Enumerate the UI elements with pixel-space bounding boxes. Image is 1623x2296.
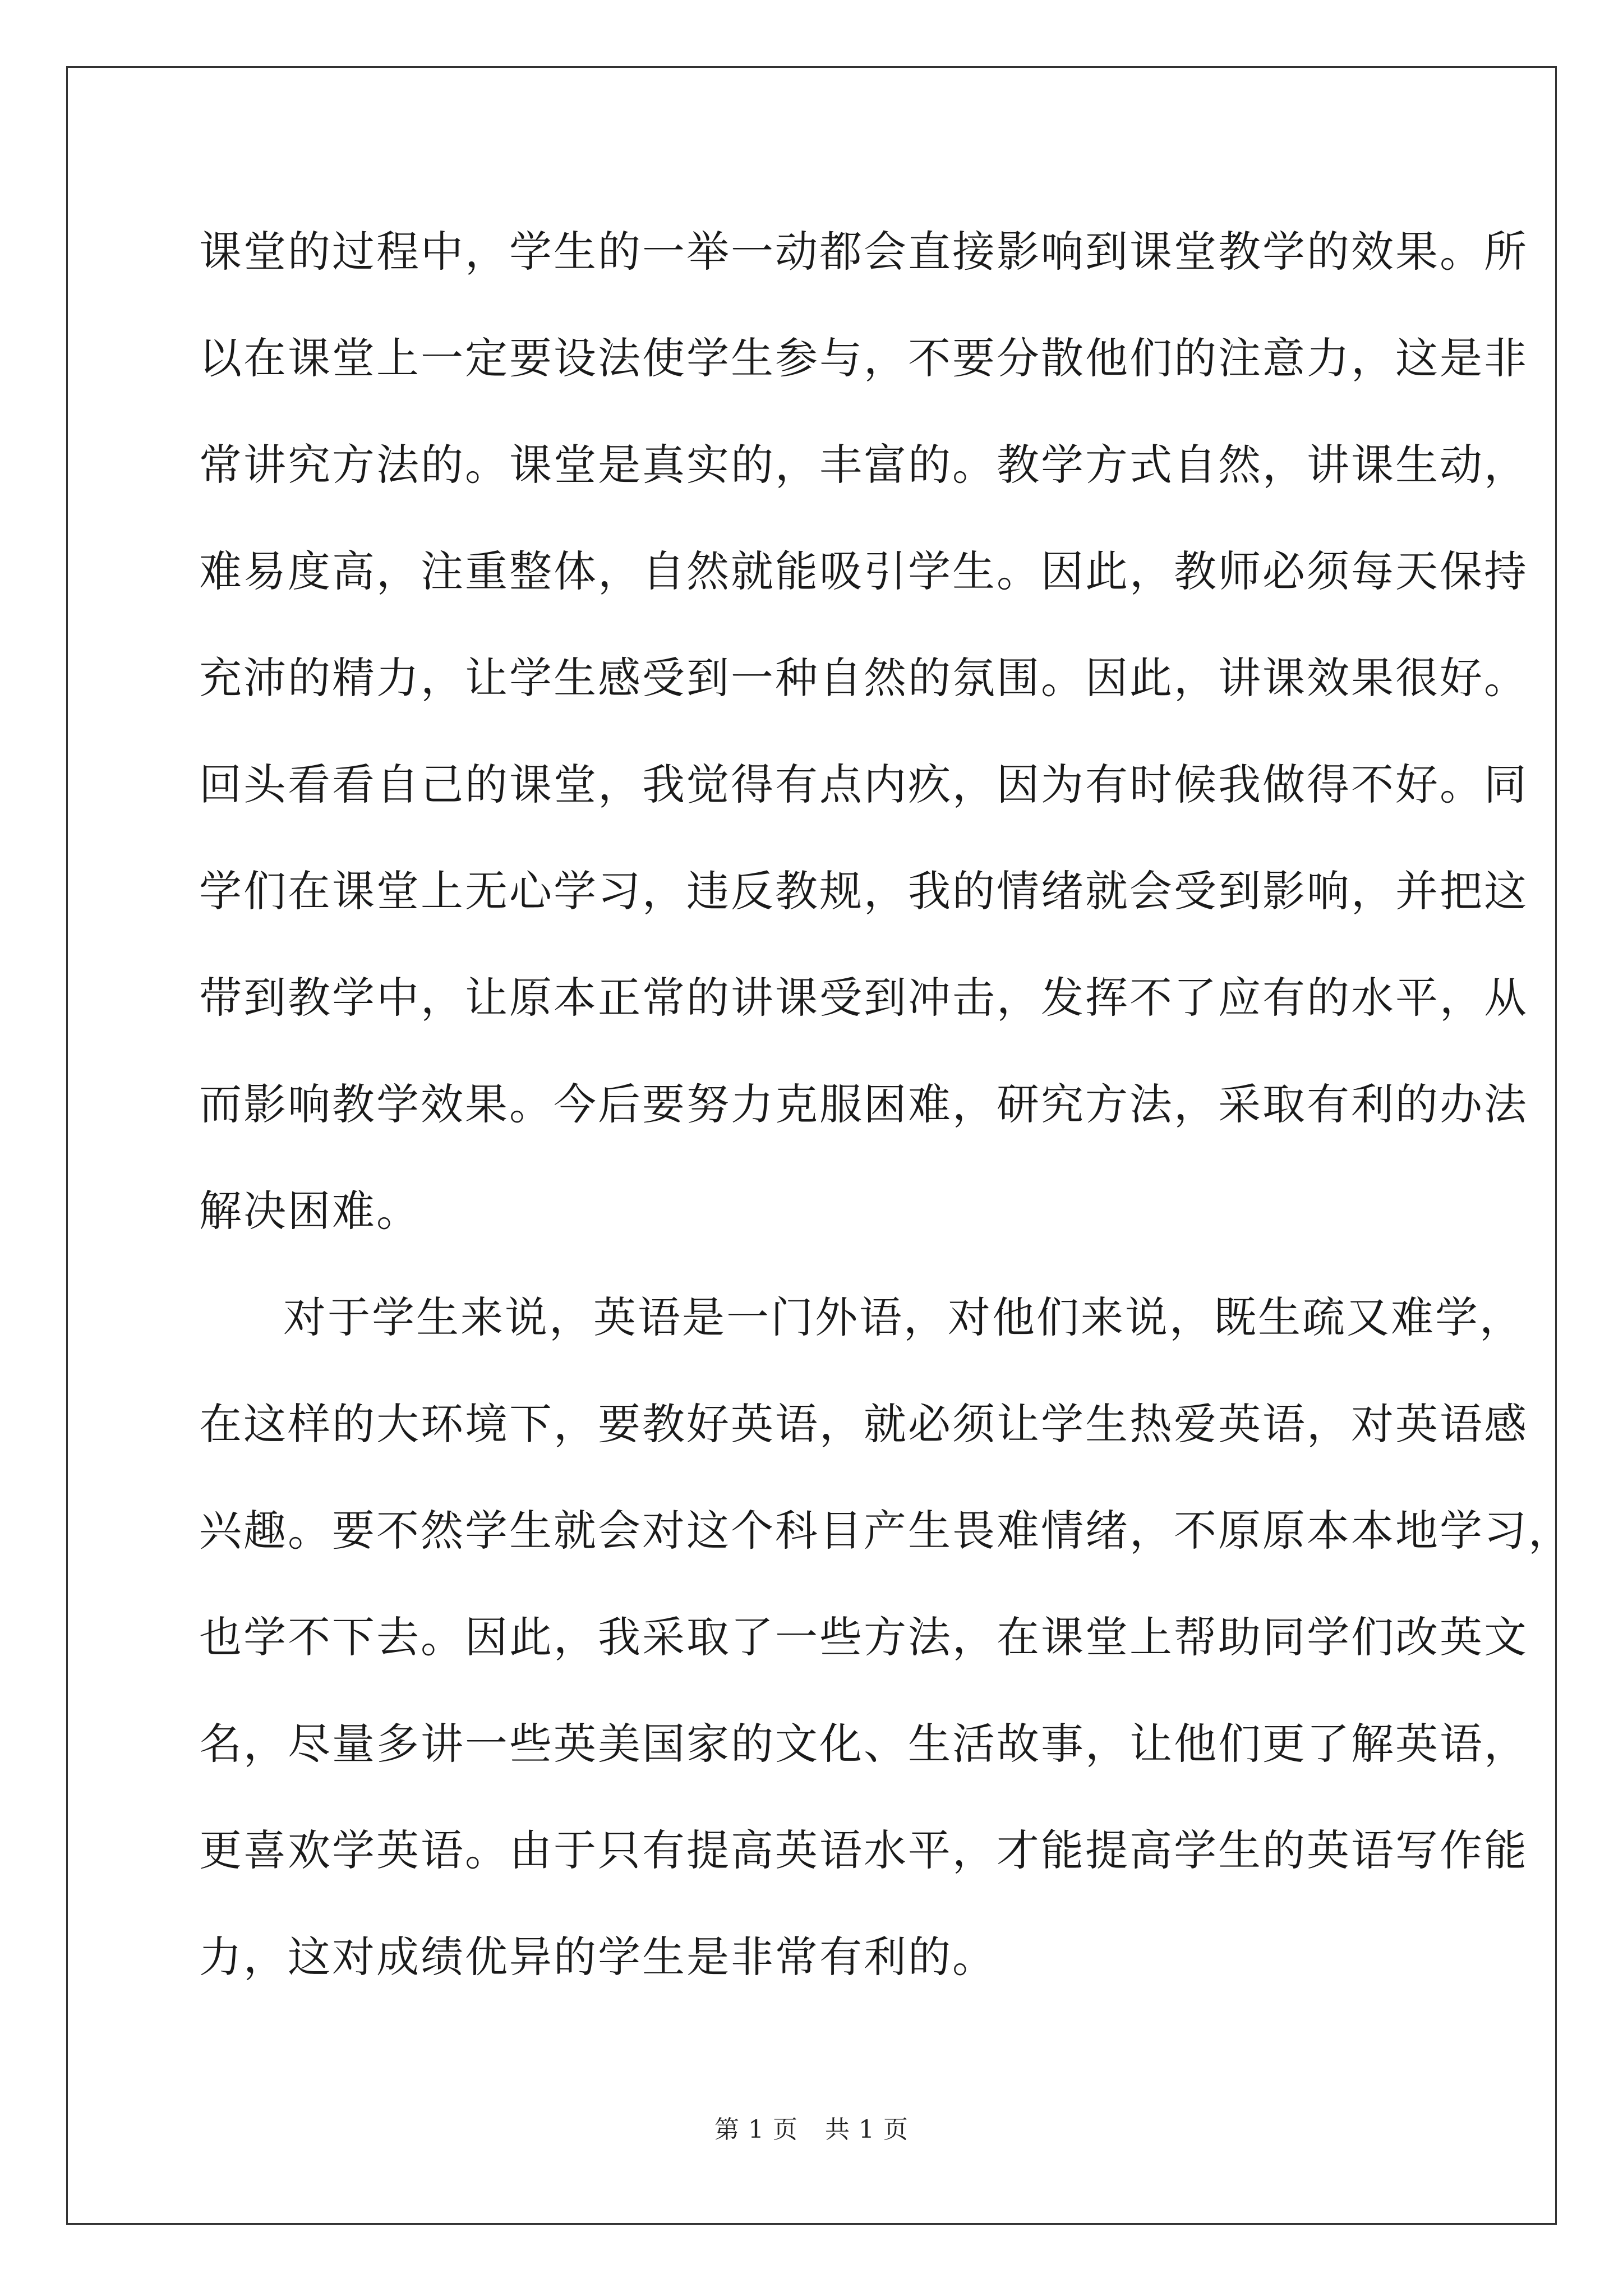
page-total: 共 1 页 <box>825 2115 909 2144</box>
text-line: 兴趣。要不然学生就会对这个科目产生畏难情绪，不原原本本地学习， <box>199 1506 1573 1556</box>
text-line: 常讲究方法的。课堂是真实的，丰富的。教学方式自然，讲课生动， <box>199 440 1528 490</box>
paragraph-first-line: 对于学生来说，英语是一门外语，对他们来说，既生疏又难学， <box>283 1292 1524 1342</box>
text-line: 解决困难。 <box>199 1186 421 1236</box>
text-line: 难易度高，注重整体，自然就能吸引学生。因此，教师必须每天保持 <box>199 546 1528 596</box>
text-line: 回头看看自己的课堂，我觉得有点内疚，因为有时候我做得不好。同 <box>199 760 1528 809</box>
text-line: 名，尽量多讲一些英美国家的文化、生活故事，让他们更了解英语， <box>199 1719 1528 1769</box>
page-number: 第 1 页 <box>714 2115 798 2144</box>
text-line: 力，这对成绩优异的学生是非常有利的。 <box>199 1932 997 1982</box>
text-line: 在这样的大环境下，要教好英语，就必须让学生热爱英语，对英语感 <box>199 1399 1528 1449</box>
page-footer <box>0 2109 1623 2145</box>
document-body <box>199 222 1573 2033</box>
text-line: 而影响教学效果。今后要努力克服困难，研究方法，采取有利的办法 <box>199 1079 1528 1129</box>
text-line: 充沛的精力，让学生感受到一种自然的氛围。因此，讲课效果很好。 <box>199 653 1528 703</box>
text-line: 更喜欢学英语。由于只有提高英语水平，才能提高学生的英语写作能 <box>199 1825 1528 1875</box>
text-line: 以在课堂上一定要设法使学生参与，不要分散他们的注意力，这是非 <box>199 333 1528 383</box>
text-line: 带到教学中，让原本正常的讲课受到冲击，发挥不了应有的水平，从 <box>199 973 1528 1023</box>
text-line: 学们在课堂上无心学习，违反教规，我的情绪就会受到影响，并把这 <box>199 866 1528 916</box>
text-line: 也学不下去。因此，我采取了一些方法，在课堂上帮助同学们改英文 <box>199 1612 1528 1662</box>
text-line: 课堂的过程中，学生的一举一动都会直接影响到课堂教学的效果。所 <box>199 227 1528 277</box>
